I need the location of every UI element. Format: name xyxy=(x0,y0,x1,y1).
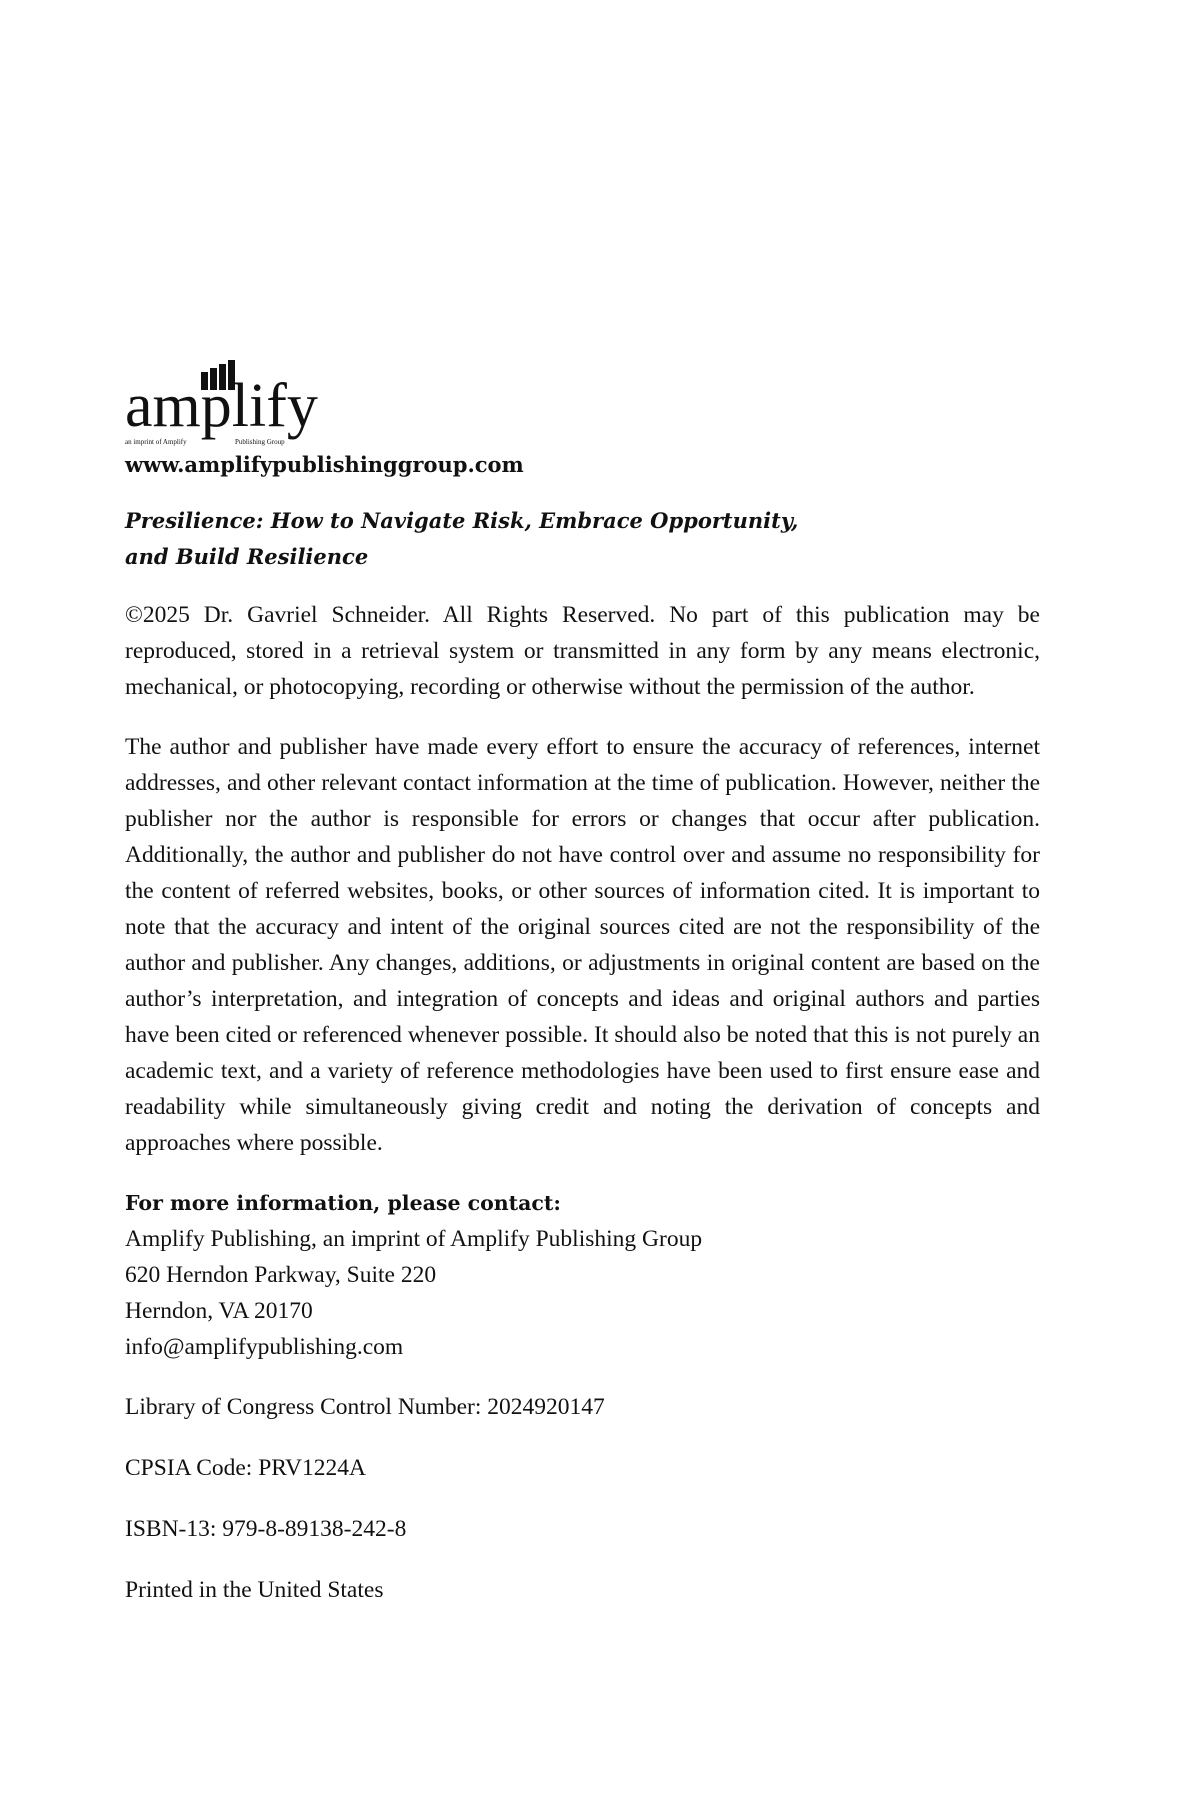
copyright-page xyxy=(125,358,1040,1633)
logo-tagline-left: an imprint of Amplify xyxy=(125,438,187,446)
book-title xyxy=(125,503,1040,575)
contact-address-line-2: Herndon, VA 20170 xyxy=(125,1298,313,1325)
isbn-line: ISBN-13: 979-8-89138-242-8 xyxy=(125,1516,407,1543)
copyright-notice: ©2025 Dr. Gavriel Schneider. All Rights Reserved. No part of this publication may be reproduced, stored in a retrieval system or transmitted in any form by any means electronic, mechanical, or photocopying, recording or otherwise without the permission of the author. xyxy=(125,602,1040,701)
printed-line: Printed in the United States xyxy=(125,1577,384,1604)
amplify-logo xyxy=(125,358,330,448)
book-title-line-2: and Build Resilience xyxy=(125,544,369,570)
cpsia-line: CPSIA Code: PRV1224A xyxy=(125,1455,367,1482)
contact-block xyxy=(125,1185,1040,1365)
contact-heading: For more information, please contact: xyxy=(125,1191,561,1216)
logo-tagline-right: Publishing Group xyxy=(235,438,285,446)
disclaimer-paragraph: The author and publisher have made every effort to ensure the accuracy of references, internet addresses, and other relevant contact information at the time of publication. However, neither the publisher nor the author is responsible for errors or changes that occur after publication. Additionally, the author and publisher do not have control over and assume no responsibility for the content of referred websites, books, or other sources of information cited. It is important to note that the accuracy and intent of the original sources cited are not the responsibility of the author and publisher. Any changes, additions, or adjustments in original content are based on the author’s interpretation, and integration of concepts and ideas and original authors and parties have been cited or referenced whenever possible. It should also be noted that this is not purely an academic text, and a variety of reference methodologies have been used to first ensure ease and readability while simultaneously giving credit and noting the derivation of concepts and approaches where possible. xyxy=(125,734,1040,1157)
contact-email: info@amplifypublishing.com xyxy=(125,1334,404,1361)
amplify-logo-graphic xyxy=(125,358,330,448)
contact-publisher: Amplify Publishing, an imprint of Amplify Publishing Group xyxy=(125,1226,703,1253)
logo-wordmark: amplify xyxy=(125,372,318,440)
contact-address-line-1: 620 Herndon Parkway, Suite 220 xyxy=(125,1262,437,1289)
book-title-line-1: Presilience: How to Navigate Risk, Embrace Opportunity, xyxy=(125,508,799,534)
lccn-line: Library of Congress Control Number: 2024920147 xyxy=(125,1394,605,1421)
publisher-website: www.amplifypublishinggroup.com xyxy=(125,452,524,477)
